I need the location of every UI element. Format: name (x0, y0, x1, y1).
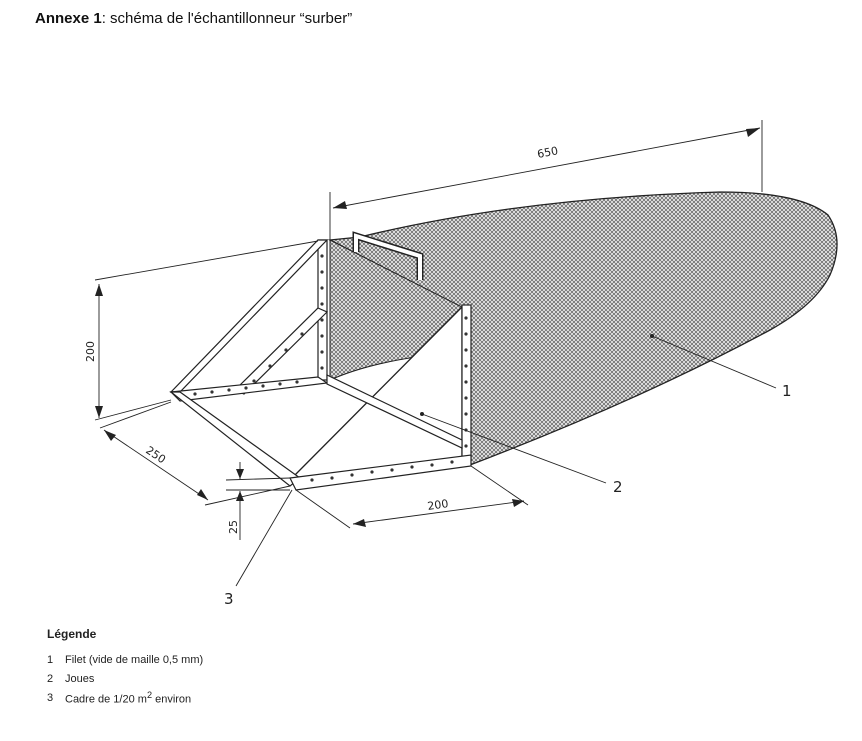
legend-number: 2 (47, 672, 54, 685)
legend-number: 3 (47, 691, 54, 704)
legend-title: Légende (47, 627, 97, 641)
legend-item (47, 688, 203, 707)
legend-number: 1 (47, 653, 54, 666)
legend-text-after: environ (152, 693, 192, 706)
legend-superscript: 2 (146, 689, 153, 700)
legend-text: Joues (65, 672, 95, 685)
dimension-250: 250 (143, 443, 169, 467)
callout-3: 3 (224, 590, 234, 608)
dimension-200-height: 200 (84, 341, 97, 362)
legend-text: Filet (vide de maille 0,5 mm) (65, 653, 204, 666)
annex-label: Annexe 1 (35, 10, 102, 27)
dimension-200-width: 200 (426, 497, 450, 513)
front-left-base (171, 392, 300, 486)
dimension-650: 650 (536, 144, 560, 161)
annex-description: : schéma de l'échantillonneur “surber” (101, 10, 353, 27)
legend (47, 627, 203, 707)
legend-text (65, 690, 191, 706)
callout-2: 2 (613, 478, 623, 496)
callout-1: 1 (782, 382, 792, 400)
legend-text-before: Cadre de 1/20 m (65, 693, 147, 706)
legend-item (47, 650, 203, 669)
legend-item (47, 669, 203, 688)
dimension-25: 25 (227, 520, 240, 534)
